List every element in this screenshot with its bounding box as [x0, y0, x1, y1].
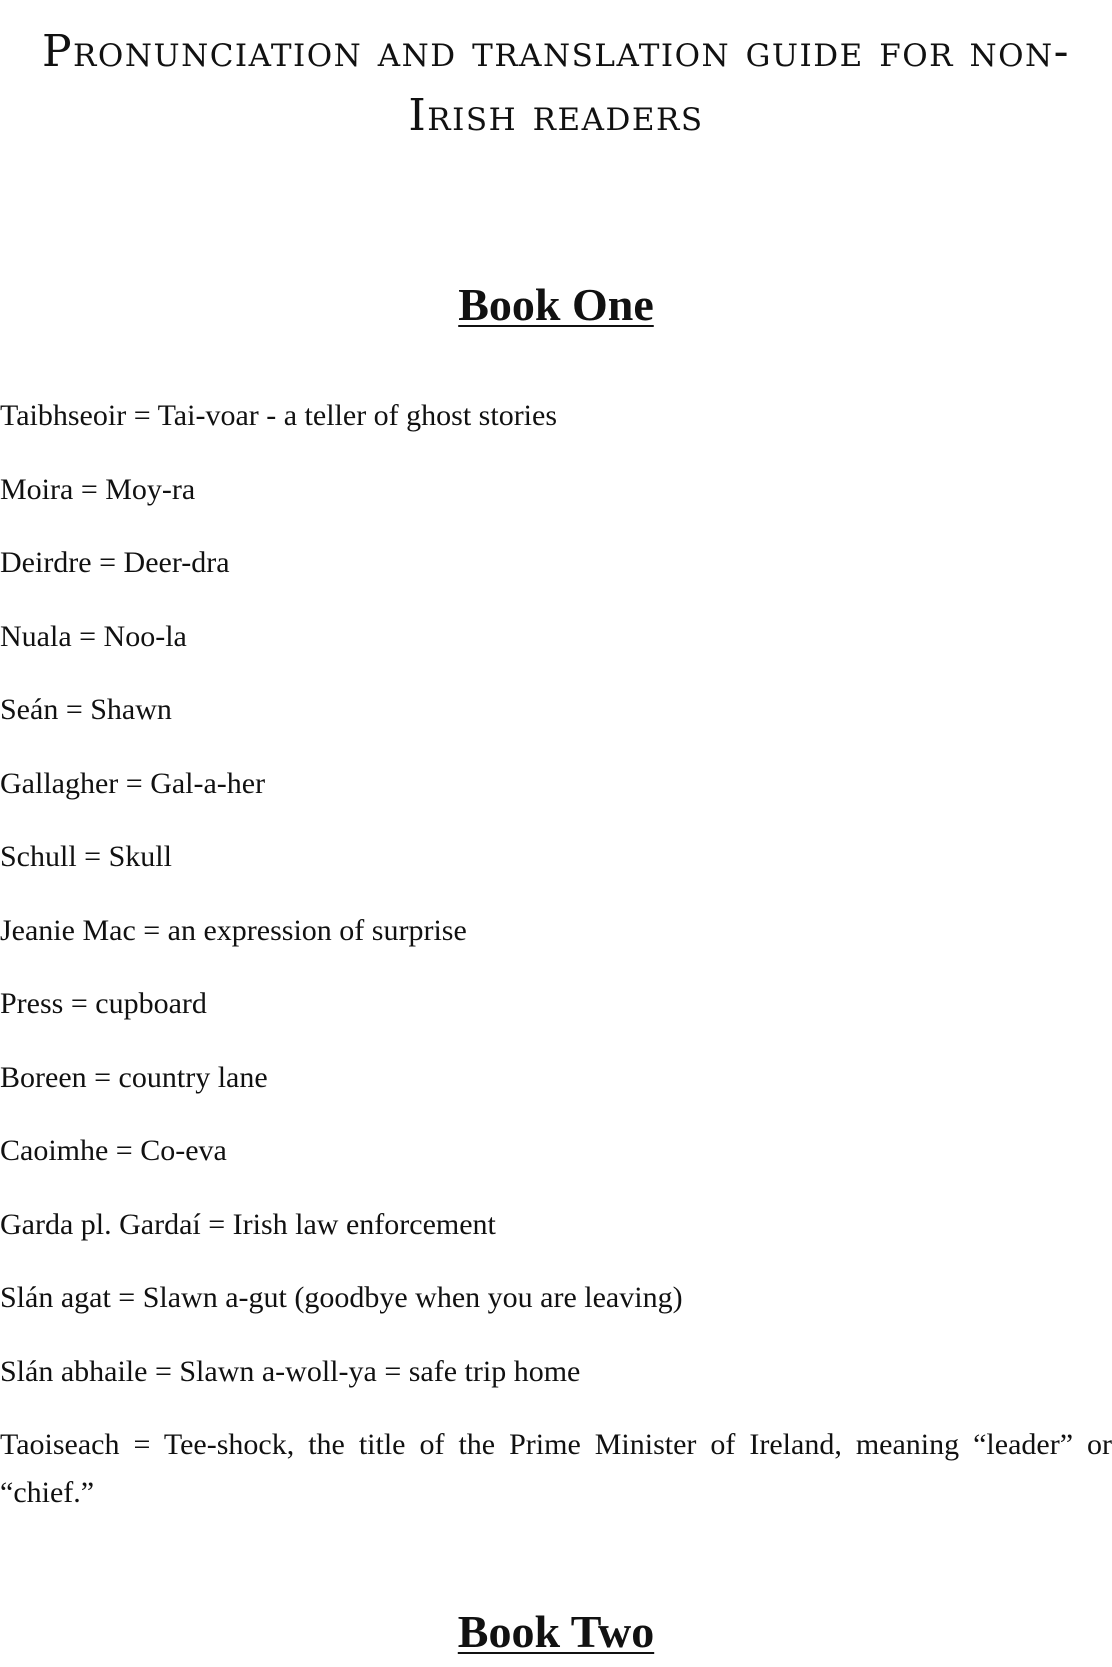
page-title: Pronunciation and translation guide for non-Irish readers — [41, 26, 1071, 141]
glossary-entry: Taibhseoir = Tai-voar - a teller of ghost stories — [0, 399, 558, 432]
glossary-entry: Caoimhe = Co-eva — [0, 1134, 227, 1167]
glossary-entry: Slán agat = Slawn a-gut (goodbye when you are leaving) — [0, 1281, 683, 1314]
glossary-entry: Boreen = country lane — [0, 1060, 268, 1094]
glossary-entry: Taoiseach = Tee-shock, the title of the Prime Minister of Ireland, meaning “leader” or “chief.” — [0, 1428, 1112, 1509]
section-heading-book-one: Book One — [458, 279, 654, 330]
glossary-entry: Moira = Moy-ra — [0, 472, 196, 506]
glossary-entry: Nuala = Noo-la — [0, 619, 187, 653]
glossary-entry: Slán abhaile = Slawn a-woll-ya = safe trip home — [0, 1354, 581, 1388]
glossary-entry: Jeanie Mac = an expression of surprise — [0, 913, 467, 947]
section-heading-book-two: Book Two — [457, 1606, 655, 1657]
glossary-entry: Press = cupboard — [0, 987, 207, 1020]
glossary-entry: Gallagher = Gal-a-her — [0, 766, 266, 800]
glossary-entry: Seán = Shawn — [0, 693, 172, 726]
glossary-entry: Schull = Skull — [0, 840, 172, 873]
glossary-entry: Garda pl. Gardaí = Irish law enforcement — [0, 1207, 496, 1241]
glossary-entry: Deirdre = Deer-dra — [0, 546, 230, 579]
glossary-list-book-one — [0, 392, 1112, 1543]
